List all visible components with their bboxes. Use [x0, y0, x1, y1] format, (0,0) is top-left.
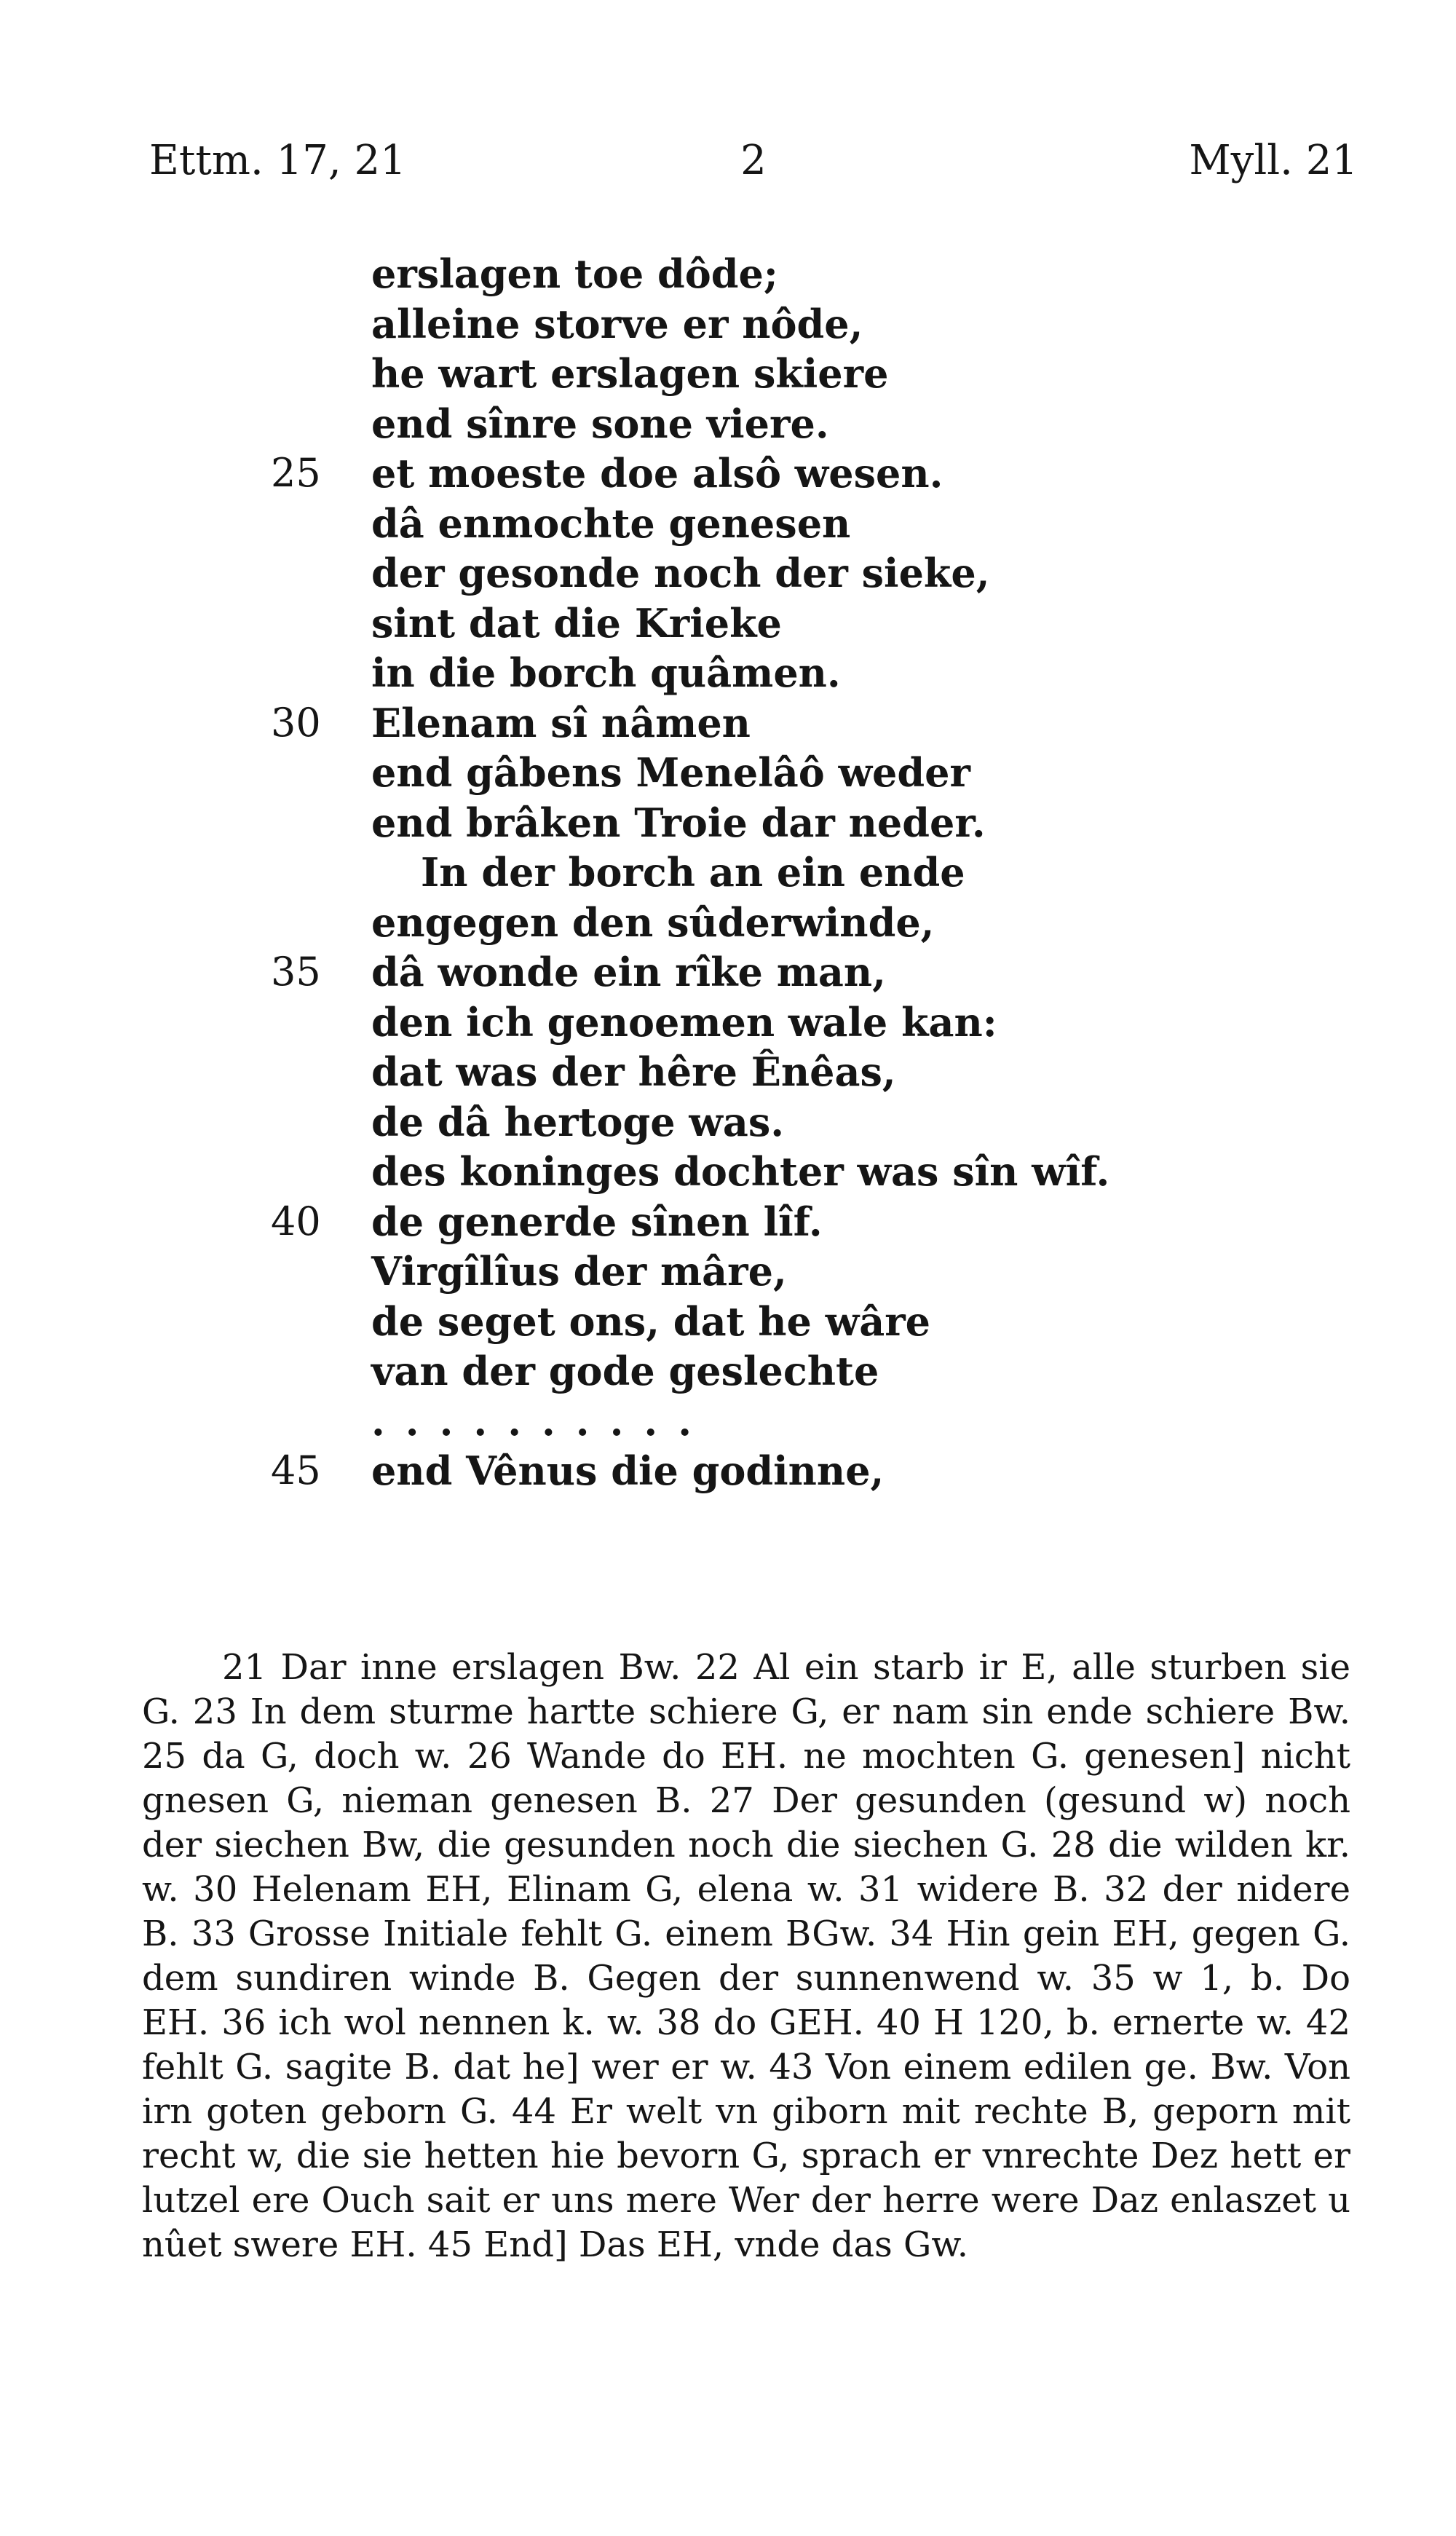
verse-line: [0, 1047, 1456, 1097]
verse-line-text: des koninges dochter was sîn wîf.: [371, 1148, 1110, 1195]
verse-line-text: sint dat die Krieke: [371, 599, 782, 647]
apparatus-paragraph: 21 Dar inne erslagen Bw. 22 Al ein starb ir E, alle sturben sie G. 23 In dem sturme hartte schiere G, er nam sin ende schiere Bw. 25 da G, doch w. 26 Wande do EH. ne mochten G. genesen] nicht gnesen G, nieman genesen B. 27 Der gesunden (gesund w) noch der siechen Bw, die gesunden noch die siechen G. 28 die wilden kr. w. 30 Helenam EH, Elinam G, elena w. 31 widere B. 32 der nidere B. 33 Grosse Initiale fehlt G. einem BGw. 34 Hin gein EH, gegen G. dem sundiren winde B. Gegen der sunnenwend w. 35 w 1, b. Do EH. 36 ich wol nennen k. w. 38 do GEH. 40 H 120, b. ernerte w. 42 fehlt G. sagite B. dat he] wer er w. 43 Von einem edilen ge. Bw. Von irn goten geborn G. 44 Er welt vn giborn mit rechte B, geporn mit recht w, die sie hetten hie bevorn G, sprach er vnrechte Dez hett er lutzel ere Ouch sait er uns mere Wer der herre were Daz enlaszet u nûet swere EH. 45 End] Das EH, vnde das Gw.: [142, 1647, 1350, 2265]
page-header: [149, 137, 1358, 195]
line-number: 35: [271, 949, 321, 995]
verse-line-text: de dâ hertoge was.: [371, 1098, 785, 1145]
ellipsis-row: ..........: [371, 1397, 712, 1445]
verse-line-text: de generde sînen lîf.: [371, 1198, 823, 1245]
verse-line: [0, 449, 1456, 499]
verse-line: [0, 848, 1456, 898]
verse-line-text: dâ enmochte genesen: [371, 499, 851, 547]
verse-line: [0, 1247, 1456, 1297]
verse-line: [0, 1297, 1456, 1347]
verse-line: [0, 499, 1456, 549]
verse-line: [0, 748, 1456, 798]
verse-line: [0, 947, 1456, 998]
verse-line: [0, 898, 1456, 948]
verse-line-text: dâ wonde ein rîke man,: [371, 949, 886, 995]
line-number: 40: [271, 1198, 321, 1244]
lacuna-dots: [0, 1397, 1456, 1447]
line-number: 25: [271, 450, 321, 496]
verse-line: [0, 798, 1456, 848]
line-number: 30: [271, 699, 321, 746]
verse-line: [0, 1446, 1456, 1496]
verse-line-text: end Vênus die godinne,: [371, 1447, 885, 1494]
verse-line-text: den ich genoemen wale kan:: [371, 998, 997, 1046]
verse-line: [0, 249, 1456, 299]
verse-line-text: end gâbens Menelâô weder: [371, 749, 970, 796]
verse-line: [0, 599, 1456, 649]
header-left-reference: Ettm. 17, 21: [149, 137, 406, 184]
verse-line-text: van der gode geslechte: [371, 1348, 879, 1394]
header-right-reference: Myll. 21: [1189, 137, 1358, 184]
critical-apparatus: [142, 1646, 1350, 2267]
verse-line-text: he wart erslagen skiere: [371, 350, 889, 397]
verse-text: [0, 249, 1456, 1496]
verse-line-text: engegen den sûderwinde,: [371, 898, 935, 946]
verse-line-text: In der borch an ein ende: [421, 849, 965, 896]
verse-line: [0, 648, 1456, 698]
verse-line: [0, 548, 1456, 599]
verse-line: [0, 1197, 1456, 1247]
verse-line-text: der gesonde noch der sieke,: [371, 550, 990, 596]
verse-line-text: dat was der hêre Ênêas,: [371, 1048, 896, 1095]
page-number: 2: [740, 137, 767, 184]
verse-line-text: alleine storve er nôde,: [371, 300, 863, 347]
verse-line: [0, 299, 1456, 349]
verse-line-text: erslagen toe dôde;: [371, 250, 778, 297]
verse-line: [0, 1147, 1456, 1197]
verse-line: [0, 1346, 1456, 1397]
line-number: 45: [271, 1447, 321, 1493]
verse-line: [0, 349, 1456, 399]
verse-line: [0, 998, 1456, 1048]
verse-line-text: Elenam sî nâmen: [371, 699, 751, 746]
verse-line-text: et moeste doe alsô wesen.: [371, 450, 943, 497]
verse-line-text: in die borch quâmen.: [371, 649, 841, 696]
verse-line-text: de seget ons, dat he wâre: [371, 1297, 930, 1345]
verse-line-text: end brâken Troie dar neder.: [371, 799, 986, 846]
verse-line-text: Virgîlîus der mâre,: [371, 1248, 787, 1295]
verse-line: [0, 698, 1456, 748]
verse-line: [0, 1097, 1456, 1147]
verse-line-text: end sînre sone viere.: [371, 400, 829, 447]
verse-line: [0, 399, 1456, 449]
